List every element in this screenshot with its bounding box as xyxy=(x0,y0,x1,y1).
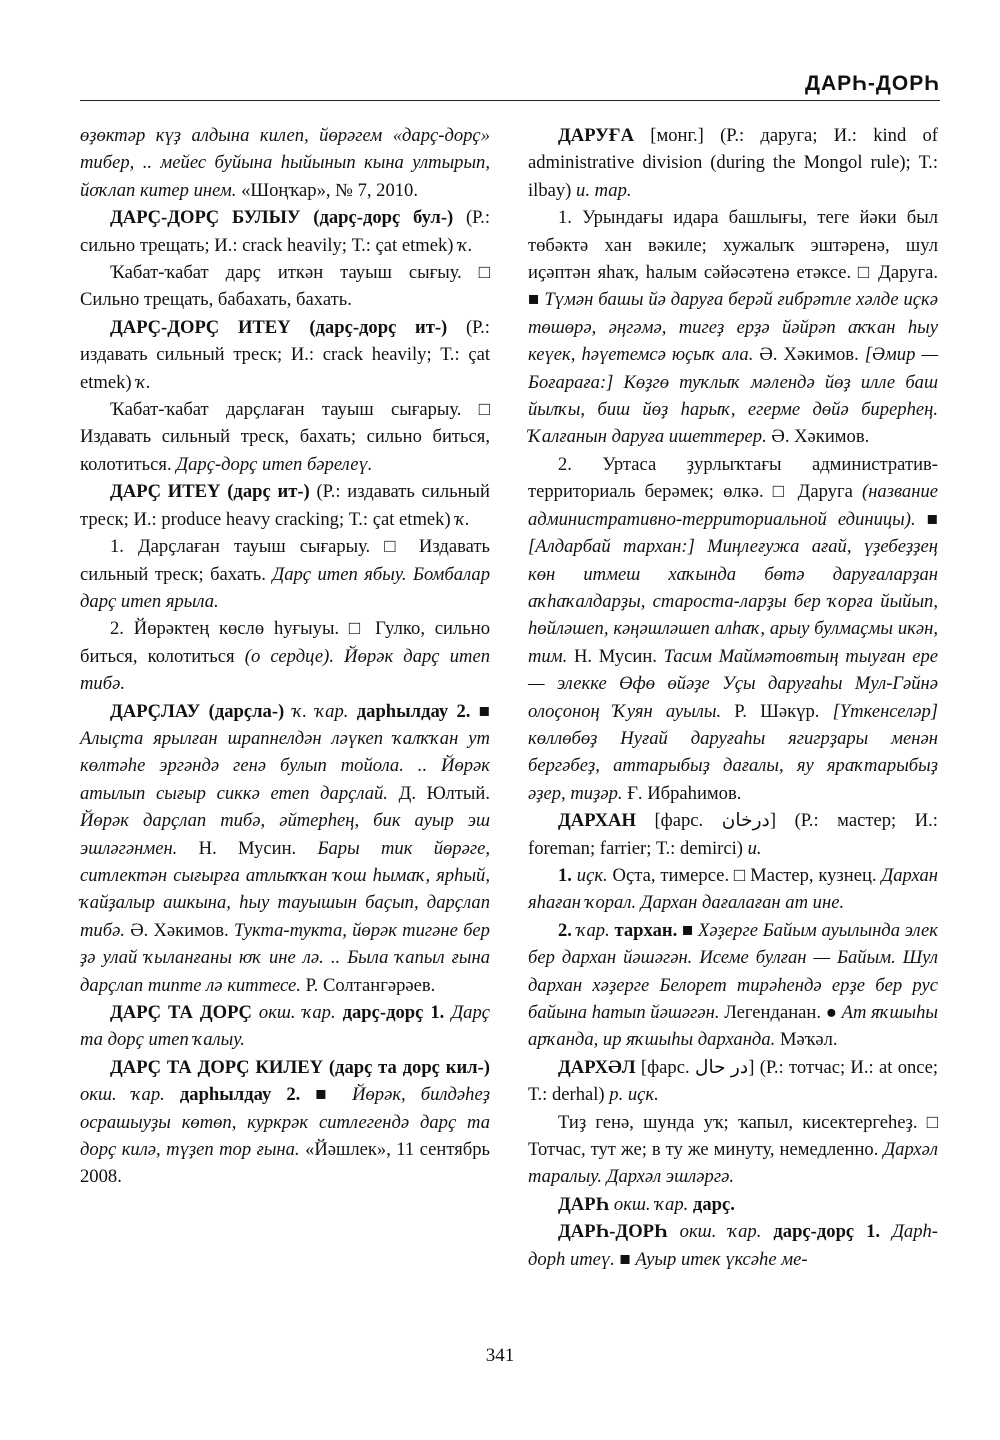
quote-source: «Йәшлек», 11 сентябрь 2008. xyxy=(80,1139,491,1188)
etymology-arabic: در حال xyxy=(694,1056,749,1078)
usage-note: (название административно-территориальной единицы). xyxy=(528,481,938,530)
definition: (Р.: сильно трещать; И.: crack heavily; Т.: çat etmek) xyxy=(80,207,490,256)
meaning: Ҡабат-ҡабат дарҫ иткән тауыш сығыу. xyxy=(110,262,462,284)
quote-author: Р. Солтангәрәев. xyxy=(305,974,436,996)
quote: [Әмир — Боғараға:] Көҙгө туҡлыҡ мәлендә йөҙ илле баш йылҡы, биш йөҙ һарыҡ, егерме дөйә бирерһең. Ҡалғанын даруға ишеттерер. xyxy=(528,344,938,448)
cross-ref-target: дарҫ-дорҫ 1. xyxy=(773,1221,881,1243)
translation: □ Сильно трещать, бабахать, бахать. xyxy=(80,262,490,311)
etymology-suffix: ] xyxy=(748,1056,755,1078)
cross-ref-target: дарһылдау 2. xyxy=(356,700,471,722)
illustration: Дархәл таралыу. Дархәл эшләргә. xyxy=(528,1139,938,1188)
illustration: Дарһ-дорһ итеү. xyxy=(528,1221,938,1270)
headword: ДАРҪ-ДОРҪ БУЛЫУ (дарҫ-дорҫ бул-) xyxy=(110,207,454,229)
quote: өҙөктәр күҙ алдына килеп, йөрәгем «дарҫ-дорҫ» тибер, .. мейес буйына һыйынып кына ултырып, йоҡлап китер инем. xyxy=(80,125,490,201)
dictionary-entry xyxy=(80,314,490,396)
usage-label: иҫк. xyxy=(576,864,608,886)
part-of-speech: р. иҫк. xyxy=(609,1084,659,1106)
definition: (Р.: тотчас; И.: at once; Т.: derhal) xyxy=(528,1056,938,1106)
cross-ref-target: тархан. xyxy=(614,919,678,941)
headword: ДАРУҒА xyxy=(558,125,635,146)
dictionary-entry xyxy=(528,807,938,862)
sense-number: 2. xyxy=(558,919,572,941)
illustration: Дархан яһаған ҡорал. Дархан дағалаған ат ине. xyxy=(528,864,939,914)
quote: ■ Хәҙерге Байым ауылында элек бер дархан йәшәгән. Исеме булған — Байым. Шул дархан хәҙерге Белорет тирәһендә ерҙе бер рус байына һатып йәшәгән. xyxy=(528,919,938,1023)
left-column xyxy=(80,122,490,1191)
headword: ДАРҪЛАУ (дарҫла-) xyxy=(110,700,285,722)
quote-author: Н. Мусин. xyxy=(198,837,297,859)
dictionary-entry xyxy=(528,1054,938,1109)
headword: ДАРҺ-ДОРҺ xyxy=(558,1221,668,1243)
sense xyxy=(80,533,490,615)
sense xyxy=(528,917,938,1054)
dictionary-entry xyxy=(80,698,490,999)
cross-ref-label: окш. ҡар. xyxy=(613,1193,689,1215)
etymology: [монг.] xyxy=(650,125,704,146)
part-of-speech: ҡ. xyxy=(136,371,151,393)
definition: (Р.: даруга; И.: kind of administrative division (during the Mongol rule); Т.: ilbay) xyxy=(528,125,938,201)
sense xyxy=(528,204,938,451)
quote-author: Н. Мусин. xyxy=(573,645,657,667)
cross-ref-label: окш. ҡар. xyxy=(258,1002,336,1023)
etymology-prefix: [фарс. xyxy=(640,1056,690,1078)
quote: ■ [Алдарбай тархан:] Миңлеғужа ағай, үҙебеҙҙең көн итмеш хаҡында бөтә даруғаларҙан аҡһаҡалдарҙы, староста-ларҙы бер ҡорға йыйып, һөйләшеп, кәңәшләшеп алһаҡ, арыу булмаҫмы икән, тим. xyxy=(528,508,938,667)
headword: ДАРҪ ИТЕҮ (дарҫ ит-) xyxy=(110,481,310,503)
headword: ДАРҪ ТА ДОРҪ КИЛЕҮ (дарҫ та дорҫ кил-) xyxy=(110,1056,490,1078)
sense-text: 2. Уртаса ҙурлыҡтағы административ-территориаль берәмек; өлкә. □ Даруга xyxy=(528,453,938,503)
entry-continuation xyxy=(80,122,490,204)
dictionary-entry xyxy=(80,478,490,533)
headword: ДАРХӘЛ xyxy=(558,1056,636,1078)
running-head: ДАРҺ-ДОРҺ xyxy=(805,72,940,95)
cross-ref-target: дарһылдау 2. xyxy=(179,1084,301,1106)
dictionary-entry xyxy=(528,1191,938,1218)
etymology-prefix: [фарс. xyxy=(654,810,704,832)
right-column xyxy=(528,122,938,1273)
etymology-suffix: ] xyxy=(769,810,777,832)
sense-text: 1. Урындағы идара башлығы, теге йәки был төбәктә хан вәкиле; хужалыҡ эштәренә, шул иҫәптән яһаҡ, һалым сәйәсәтенә етәксе. □ Даруга. xyxy=(528,207,938,284)
part-of-speech: и. xyxy=(747,837,762,859)
headword: ДАРХАН xyxy=(558,810,636,832)
quote-author: Легенданан. xyxy=(724,1002,822,1023)
definition: (Р.: издавать сильный треск; И.: produce heavy cracking; Т.: çat etmek) xyxy=(80,481,490,530)
illustration: Дарҫ итеп ябыу. Бомбалар дарҫ итеп ярыла. xyxy=(80,563,491,612)
translation: □ Издавать сильный треск, бахать; сильно биться, колотиться. xyxy=(80,399,490,475)
meaning: Ҡабат-ҡабат дарҫлаған тауыш сығарыу. xyxy=(110,399,462,421)
cross-ref-label: ҡар. xyxy=(576,919,610,941)
quote: ■ Йөрәк, билдәһеҙ осрашыуҙы көтөп, куркрәк ситлегендә дарҫ та дорҫ килә, түҙеп тор ғына. xyxy=(80,1084,490,1161)
headword: ДАРҪ ТА ДОРҪ xyxy=(110,1002,252,1023)
headword: ДАРҺ xyxy=(558,1193,610,1215)
sense xyxy=(528,451,938,807)
quote: ■ Алыҫта ярылған шрапнелдән ләүкеп ҡалҡҡан ут көлтәһе эргәндә генә булып тойола. .. Йөрәк атылып сығыр сиккә етеп дарҫлай. xyxy=(80,700,491,804)
sense-text: 2. Йөрәктең көслө һуғыуы. □ Гулко, сильно биться, колотиться xyxy=(80,618,490,667)
quote-author: Мәҡәл. xyxy=(779,1029,838,1051)
quote: Бары тик йөрәге, ситлектән сығырға атлыҡҡан ҡош һымаҡ, ярһый, ҡайҙалыр ашкына, һыу тауышын баҫып, дарҫлап тибә. xyxy=(80,837,490,941)
quote: ■ Ауыр итек үксәһе ме- xyxy=(619,1248,808,1270)
dictionary-entry xyxy=(528,122,938,204)
cross-ref-label: ҡ. ҡар. xyxy=(292,700,349,722)
definition: (Р.: мастер; И.: foreman; farrier; Т.: demirci) xyxy=(528,810,938,859)
sense-number: 1. xyxy=(558,864,572,886)
part-of-speech: и. тар. xyxy=(576,179,632,201)
dictionary-entry xyxy=(80,1054,490,1191)
illustration: Дарҫ та дорҫ итеп ҡалыу. xyxy=(80,1002,490,1051)
part-of-speech: ҡ. xyxy=(455,508,470,530)
explanation xyxy=(80,259,490,314)
sense-text: Оҫта, тимерсе. □ Мастер, кузнец. xyxy=(612,864,877,886)
illustration: Йөрәк дарҫ итеп тибә. xyxy=(80,645,490,695)
usage-note: (о сердце). xyxy=(244,645,334,667)
proverb: ● Ат яҡшыһы арҡанда, ир яҡшыһы дарханда. xyxy=(528,1002,939,1051)
quote-author: Р. Шәкүр. xyxy=(734,700,820,722)
page-number: 341 xyxy=(485,1345,515,1366)
quote: [Үткенселәр] көллөбөҙ Нуғай даруғаһы ягигрҙары менән бергәбеҙ, аттарыбыҙ дағалы, яу яраҡтарыбыҙ әҙер, тиҙәр. xyxy=(528,700,938,804)
quote-source: «Шоңҡар», № 7, 2010. xyxy=(241,179,419,201)
quote: Тасим Маймәтовтың тыуған ере — элекке Өфө өйәҙе Уҫы даруғаһы Мул-Гәйнә олоҫоноң Ҡуян ауылы. xyxy=(528,645,938,722)
quote-author: Ә. Хәкимов. xyxy=(771,426,870,448)
quote-author: Ә. Хәкимов. xyxy=(759,344,859,366)
quote-author: Ғ. Ибраһимов. xyxy=(627,782,742,804)
cross-ref-label: окш. ҡар. xyxy=(679,1221,762,1243)
quote: Тукта-тукта, йөрәк тигәне бер ҙә улай ҡыланғаны юҡ ине лә. .. Была ҡапыл ғына дарҫлап типте лә киттесе. xyxy=(80,919,490,996)
quote: ■ Түмән башы йә даруға берәй ғибрәтле хәлде иҫкә төшөрә, әңгәмә, тигеҙ ерҙә йәйрәп аҡҡан һыу кеүек, һәүетемсә юҫыҡ ала. xyxy=(528,289,938,366)
meaning: Тиҙ генә, шунда уҡ; ҡапыл, кисектергеһеҙ. □ Тотчас, тут же; в ту же минуту, немедленно. xyxy=(528,1111,938,1161)
cross-ref-target: дарҫ. xyxy=(692,1193,735,1215)
sense-text: 1. Дарҫлаған тауыш сығарыу. □ Издавать сильный треск; бахать. xyxy=(80,536,490,585)
sense xyxy=(528,862,938,917)
definition: (Р.: издавать сильный треск; И.: crack heavily; Т.: çat etmek) xyxy=(80,316,490,393)
dictionary-entry xyxy=(80,999,490,1054)
dictionary-entry xyxy=(528,1218,938,1273)
headword: ДАРҪ-ДОРҪ ИТЕҮ (дарҫ-дорҫ ит-) xyxy=(110,316,448,338)
part-of-speech: ҡ. xyxy=(458,234,473,256)
sense xyxy=(80,615,490,697)
dictionary-entry xyxy=(80,204,490,259)
page-header xyxy=(80,68,940,101)
quote-author: Ә. Хәкимов. xyxy=(130,919,229,941)
explanation xyxy=(528,1109,938,1191)
quote: Йөрәк дарҫлап тибә, әйтерһең, бик ауыр эш эшләгәнмен. xyxy=(80,810,490,859)
explanation xyxy=(80,396,490,478)
cross-ref-label: окш. ҡар. xyxy=(80,1084,165,1106)
etymology-arabic: درخان xyxy=(721,810,770,832)
quote-author: Д. Юлтый. xyxy=(398,782,490,804)
cross-ref-target: дарҫ-дорҫ 1. xyxy=(342,1002,445,1023)
illustration: Дарҫ-дорҫ итеп бәрелеү. xyxy=(176,453,373,475)
